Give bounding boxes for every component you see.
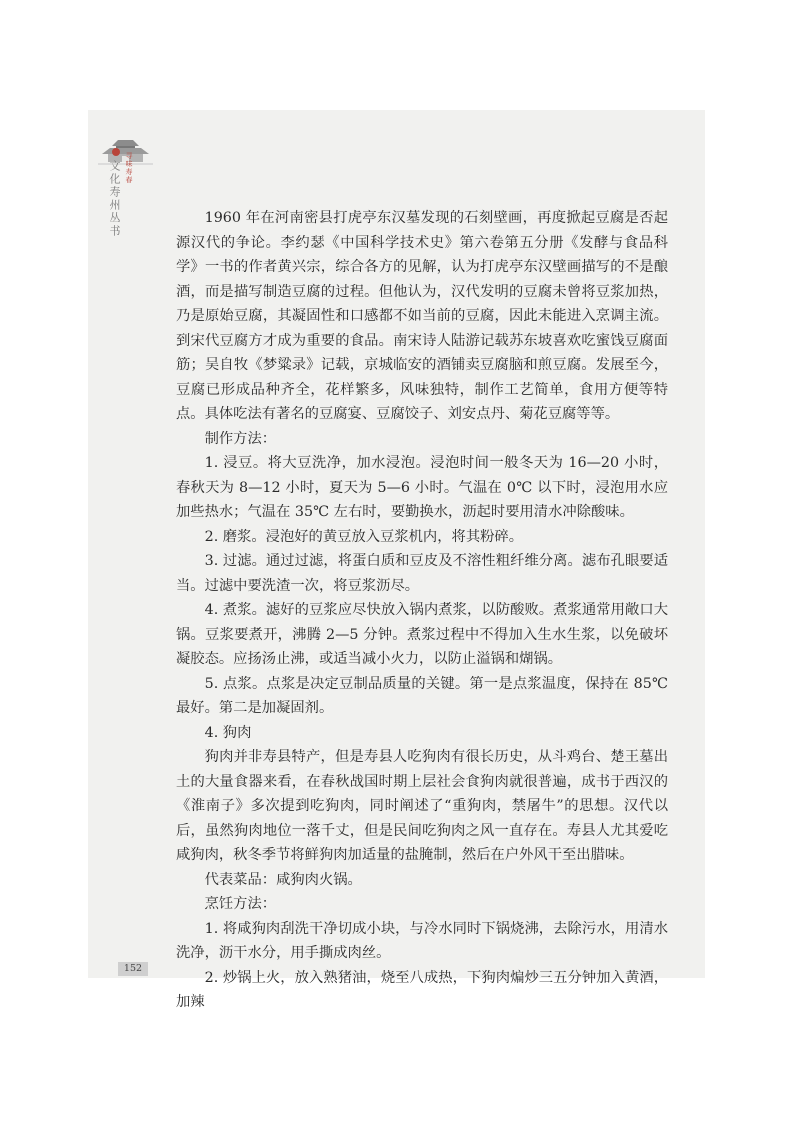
paragraph: 1. 将咸狗肉刮洗干净切成小块，与冷水同时下锅烧沸，去除污水，用清水洗净，沥干水分，用手撕成肉丝。 <box>176 920 668 961</box>
paragraph: 4. 煮浆。滤好的豆浆应尽快放入锅内煮浆，以防酸败。煮浆通常用敞口大锅。豆浆要煮开，沸腾 2—5 分钟。煮浆过程中不得加入生水生浆，以免破坏凝胶态。应扬汤止沸，或适当减小火力，以防止溢锅和煳锅。 <box>176 602 668 667</box>
paragraph: 1960 年在河南密县打虎亭东汉墓发现的石刻壁画，再度掀起豆腐是否起源汉代的争论。李约瑟《中国科学技术史》第六卷第五分册《发酵与食品科学》一书的作者黄兴宗，综合各方的见解，认为打虎亭东汉壁画描写的不是酿酒，而是描写制造豆腐的过程。但他认为，汉代发明的豆腐未曾将豆浆加热，乃是原始豆腐，其凝固性和口感都不如当前的豆腐，因此未能进入烹调主流。到宋代豆腐方才成为重要的食品。南宋诗人陆游记载苏东坡喜欢吃蜜饯豆腐面筋；吴自牧《梦粱录》记载，京城临安的酒铺卖豆腐脑和煎豆腐。发展至今，豆腐已形成品种齐全，花样繁多，风味独特，制作工艺简单，食用方便等特点。具体吃法有著名的豆腐宴、豆腐饺子、刘安点丹、菊花豆腐等等。 <box>176 210 668 422</box>
series-title: 文化寿州丛书 <box>108 160 121 238</box>
paragraph: 2. 炒锅上火，放入熟猪油，烧至八成热，下狗肉煸炒三五分钟加入黄酒，加辣 <box>176 969 668 1010</box>
series-seal-icon <box>112 148 120 156</box>
paragraph: 3. 过滤。通过过滤，将蛋白质和豆皮及不溶性粗纤维分离。滤布孔眼要适当。过滤中要洗渣一次，将豆浆沥尽。 <box>176 553 668 594</box>
paragraph: 制作方法： <box>204 430 277 447</box>
series-subtitle: 寻味寿春 <box>125 152 133 184</box>
paragraph: 代表菜品：咸狗肉火锅。 <box>204 871 362 888</box>
section-heading: 4. 狗肉 <box>204 724 252 741</box>
paragraph: 1. 浸豆。将大豆洗净，加水浸泡。浸泡时间一般冬天为 16—20 小时，春秋天为 8—12 小时，夏天为 5—6 小时。气温在 0℃ 以下时，浸泡用水应加些热水；气温在 35℃ 左右时，要勤换水，沥起时要用清水冲除酸味。 <box>176 455 668 520</box>
page-number: 152 <box>118 962 148 976</box>
paragraph: 5. 点浆。点浆是决定豆制品质量的关键。第一是点浆温度，保持在 85℃ 最好。第二是加凝固剂。 <box>176 675 668 716</box>
article-body <box>176 206 668 1015</box>
paragraph: 狗肉并非寿县特产，但是寿县人吃狗肉有很长历史，从斗鸡台、楚王墓出土的大量食器来看，在春秋战国时期上层社会食狗肉就很普遍，成书于西汉的《淮南子》多次提到吃狗肉，同时阐述了“重狗肉，禁屠牛”的思想。汉代以后，虽然狗肉地位一落千丈，但是民间吃狗肉之风一直存在。寿县人尤其爱吃咸狗肉，秋冬季节将鲜狗肉加适量的盐腌制，然后在户外风干至出腊味。 <box>176 749 668 863</box>
paragraph: 烹饪方法： <box>204 896 277 912</box>
paragraph: 2. 磨浆。浸泡好的黄豆放入豆浆机内，将其粉碎。 <box>204 528 524 545</box>
